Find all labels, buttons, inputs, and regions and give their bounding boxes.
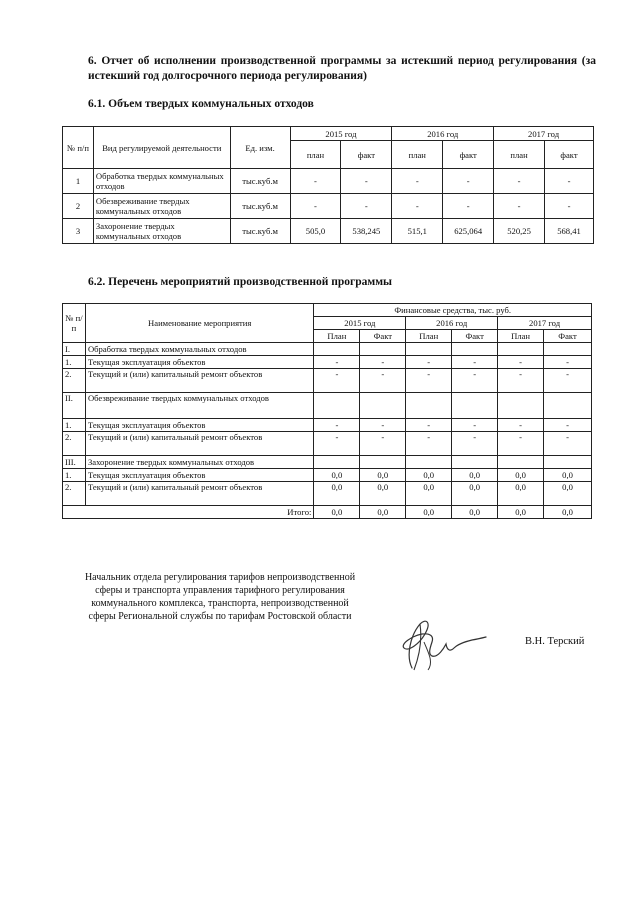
cell-value	[314, 343, 360, 356]
cell-value: 0,0	[452, 482, 498, 506]
signatory-name: В.Н. Терский	[525, 636, 585, 647]
cell-value	[544, 343, 592, 356]
total-value: 0,0	[314, 506, 360, 519]
cell-value: 505,0	[290, 219, 341, 244]
cell-value	[452, 393, 498, 419]
cell-value: -	[290, 169, 341, 194]
row-number: II.	[63, 393, 86, 419]
row-name: Текущий и (или) капитальный ремонт объектов	[85, 432, 313, 456]
row-number: 1.	[63, 419, 86, 432]
total-value: 0,0	[452, 506, 498, 519]
cell-value	[452, 456, 498, 469]
table-row	[63, 393, 592, 419]
row-unit: тыс.куб.м	[230, 194, 290, 219]
row-number: 1.	[63, 356, 86, 369]
finance-header: Финансовые средства, тыс. руб.	[314, 304, 592, 317]
cell-value	[406, 343, 452, 356]
cell-value: 568,41	[545, 219, 594, 244]
measures-table	[62, 303, 592, 519]
cell-value: 0,0	[360, 482, 406, 506]
report-heading: 6. Отчет об исполнении производственной программы за истекший период регулирования (за истекший год долгосрочного периода регулирования)	[88, 55, 596, 82]
signatory-position: Начальник отдела регулирования тарифов непроизводственной сферы и транспорта управления тарифного регулирования коммунального комплекса, транспорта, непроизводственной сферы Региональной службы по тарифам Ростовской области	[84, 572, 356, 622]
cell-value: -	[341, 194, 392, 219]
row-name: Захоронение твердых коммунальных отходов	[85, 456, 313, 469]
section-title-volume: 6.1. Объем твердых коммунальных отходов	[88, 98, 314, 110]
cell-value: -	[498, 419, 544, 432]
cell-value: 0,0	[314, 469, 360, 482]
year-header: 2015 год	[314, 317, 406, 330]
cell-value: -	[544, 419, 592, 432]
row-number: 1.	[63, 469, 86, 482]
cell-value: -	[498, 356, 544, 369]
cell-value: -	[360, 369, 406, 393]
volume-table	[62, 126, 594, 244]
cell-value: -	[314, 419, 360, 432]
cell-value: -	[452, 432, 498, 456]
table-row	[63, 169, 594, 194]
row-activity: Захоронение твердых коммунальных отходов	[93, 219, 230, 244]
col-unit-header: Ед. изм.	[230, 127, 290, 169]
cell-value: 0,0	[498, 482, 544, 506]
cell-value: -	[498, 369, 544, 393]
cell-value: 520,25	[494, 219, 545, 244]
cell-value: 625,064	[443, 219, 494, 244]
plan-header: План	[406, 330, 452, 343]
cell-value	[314, 393, 360, 419]
cell-value: -	[341, 169, 392, 194]
cell-value: 0,0	[406, 469, 452, 482]
row-unit: тыс.куб.м	[230, 219, 290, 244]
total-value: 0,0	[406, 506, 452, 519]
cell-value: -	[406, 356, 452, 369]
row-number: 3	[63, 219, 94, 244]
cell-value: -	[443, 194, 494, 219]
year-header: 2016 год	[392, 127, 494, 141]
row-number: 2.	[63, 369, 86, 393]
fact-header: Факт	[544, 330, 592, 343]
row-activity: Обезвреживание твердых коммунальных отходов	[93, 194, 230, 219]
total-value: 0,0	[544, 506, 592, 519]
cell-value: 0,0	[452, 469, 498, 482]
cell-value: -	[392, 169, 443, 194]
cell-value: 538,245	[341, 219, 392, 244]
cell-value: -	[544, 356, 592, 369]
cell-value: -	[545, 169, 594, 194]
table-row	[63, 219, 594, 244]
cell-value: -	[544, 369, 592, 393]
row-number: III.	[63, 456, 86, 469]
cell-value: -	[406, 419, 452, 432]
cell-value: 0,0	[314, 482, 360, 506]
cell-value: 0,0	[406, 482, 452, 506]
row-activity: Обработка твердых коммунальных отходов	[93, 169, 230, 194]
cell-value: -	[498, 432, 544, 456]
cell-value	[544, 456, 592, 469]
year-header: 2017 год	[494, 127, 594, 141]
cell-value	[360, 393, 406, 419]
cell-value: 0,0	[544, 482, 592, 506]
table-row	[63, 469, 592, 482]
row-name: Текущий и (или) капитальный ремонт объектов	[85, 482, 313, 506]
year-header: 2017 год	[498, 317, 592, 330]
table-row	[63, 356, 592, 369]
cell-value: -	[452, 369, 498, 393]
cell-value: -	[406, 369, 452, 393]
cell-value: -	[452, 419, 498, 432]
row-number: 2	[63, 194, 94, 219]
row-number: 1	[63, 169, 94, 194]
year-header: 2015 год	[290, 127, 392, 141]
plan-header: План	[498, 330, 544, 343]
col-name-header: Наименование мероприятия	[85, 304, 313, 343]
cell-value	[360, 456, 406, 469]
cell-value: -	[360, 432, 406, 456]
cell-value	[314, 456, 360, 469]
year-header: 2016 год	[406, 317, 498, 330]
section-title-measures: 6.2. Перечень мероприятий производственной программы	[88, 276, 393, 288]
cell-value	[544, 393, 592, 419]
cell-value: -	[494, 169, 545, 194]
fact-header: факт	[443, 141, 494, 169]
plan-header: план	[494, 141, 545, 169]
handwritten-signature	[398, 612, 490, 674]
row-name: Текущая эксплуатация объектов	[85, 356, 313, 369]
table-row	[63, 419, 592, 432]
plan-header: план	[290, 141, 341, 169]
row-number: 2.	[63, 482, 86, 506]
table-row	[63, 369, 592, 393]
cell-value	[498, 343, 544, 356]
col-activity-header: Вид регулируемой деятельности	[93, 127, 230, 169]
cell-value: -	[494, 194, 545, 219]
cell-value: -	[314, 356, 360, 369]
cell-value	[498, 393, 544, 419]
cell-value	[360, 343, 406, 356]
row-name: Обработка твердых коммунальных отходов	[85, 343, 313, 356]
col-no-header: № п/п	[63, 304, 86, 343]
row-name: Текущая эксплуатация объектов	[85, 419, 313, 432]
cell-value: -	[290, 194, 341, 219]
cell-value: -	[314, 369, 360, 393]
cell-value: 515,1	[392, 219, 443, 244]
row-number: I.	[63, 343, 86, 356]
table-row	[63, 482, 592, 506]
cell-value: -	[314, 432, 360, 456]
cell-value: -	[545, 194, 594, 219]
cell-value	[452, 343, 498, 356]
cell-value	[498, 456, 544, 469]
cell-value: 0,0	[360, 469, 406, 482]
table-row	[63, 194, 594, 219]
cell-value: -	[443, 169, 494, 194]
row-name: Текущая эксплуатация объектов	[85, 469, 313, 482]
total-label: Итого:	[63, 506, 314, 519]
cell-value	[406, 393, 452, 419]
row-number: 2.	[63, 432, 86, 456]
table-row	[63, 456, 592, 469]
fact-header: факт	[545, 141, 594, 169]
fact-header: факт	[341, 141, 392, 169]
cell-value	[406, 456, 452, 469]
cell-value: -	[360, 419, 406, 432]
cell-value: 0,0	[498, 469, 544, 482]
cell-value: -	[406, 432, 452, 456]
fact-header: Факт	[360, 330, 406, 343]
cell-value: -	[452, 356, 498, 369]
cell-value: -	[360, 356, 406, 369]
plan-header: План	[314, 330, 360, 343]
row-name: Обезвреживание твердых коммунальных отходов	[85, 393, 313, 419]
total-value: 0,0	[498, 506, 544, 519]
cell-value: 0,0	[544, 469, 592, 482]
plan-header: план	[392, 141, 443, 169]
total-value: 0,0	[360, 506, 406, 519]
col-no-header: № п/п	[63, 127, 94, 169]
table-row	[63, 432, 592, 456]
cell-value: -	[392, 194, 443, 219]
row-name: Текущий и (или) капитальный ремонт объектов	[85, 369, 313, 393]
row-unit: тыс.куб.м	[230, 169, 290, 194]
table-row	[63, 343, 592, 356]
fact-header: Факт	[452, 330, 498, 343]
cell-value: -	[544, 432, 592, 456]
total-row	[63, 506, 592, 519]
